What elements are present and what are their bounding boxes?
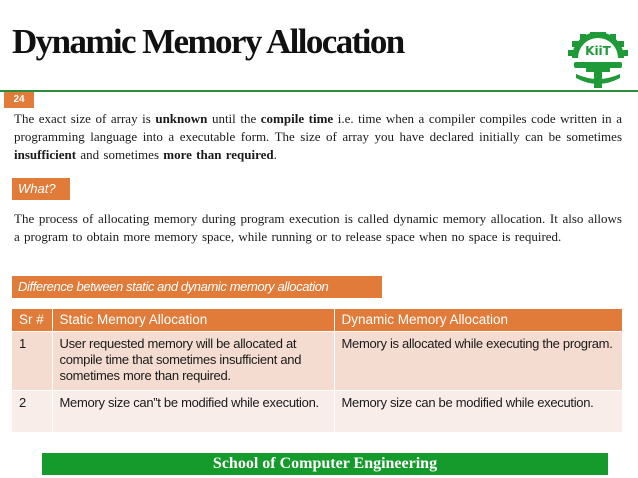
logo-text: KiiT (585, 44, 611, 58)
page-number: 24 (4, 92, 34, 108)
cell-static: Memory size can”t be modified while execution. (52, 390, 334, 432)
term-insufficient: insufficient (14, 147, 77, 162)
header-sr: Sr # (12, 309, 52, 331)
header-dynamic: Dynamic Memory Allocation (334, 309, 623, 331)
term-unknown: unknown (155, 111, 208, 126)
definition-paragraph: The process of allocating memory during program execution is called dynamic memory allocation. It also allows a program to obtain more memory space, while running or to release space when no space is required. (14, 211, 622, 244)
cell-sr: 1 (12, 331, 52, 390)
cell-dynamic: Memory size can be modified while execution. (334, 390, 623, 432)
what-label: What? (12, 178, 70, 200)
cell-static: User requested memory will be allocated at compile time that sometimes insufficient and sometimes more than required. (52, 331, 334, 390)
slide-title: Dynamic Memory Allocation (12, 22, 404, 61)
cell-sr: 2 (12, 390, 52, 432)
difference-label: Difference between static and dynamic memory allocation (12, 276, 382, 298)
cell-dynamic: Memory is allocated while executing the program. (334, 331, 623, 390)
header-static: Static Memory Allocation (52, 309, 334, 331)
table-row (12, 331, 623, 390)
footer-banner: School of Computer Engineering (42, 453, 608, 475)
header-rule (0, 90, 638, 92)
intro-paragraph: The exact size of array is unknown until the compile time i.e. time when a compiler compiles code written in a programming language into a executable form. The size of array you have declared initially can be sometimes insufficient and sometimes more than required. (14, 111, 622, 162)
term-compile-time: compile time (260, 111, 334, 126)
kiit-logo-icon (566, 32, 630, 90)
table-row (12, 390, 623, 432)
term-more-than-required: more than required (163, 147, 274, 162)
table-header-row (12, 309, 623, 331)
comparison-table (12, 309, 623, 432)
